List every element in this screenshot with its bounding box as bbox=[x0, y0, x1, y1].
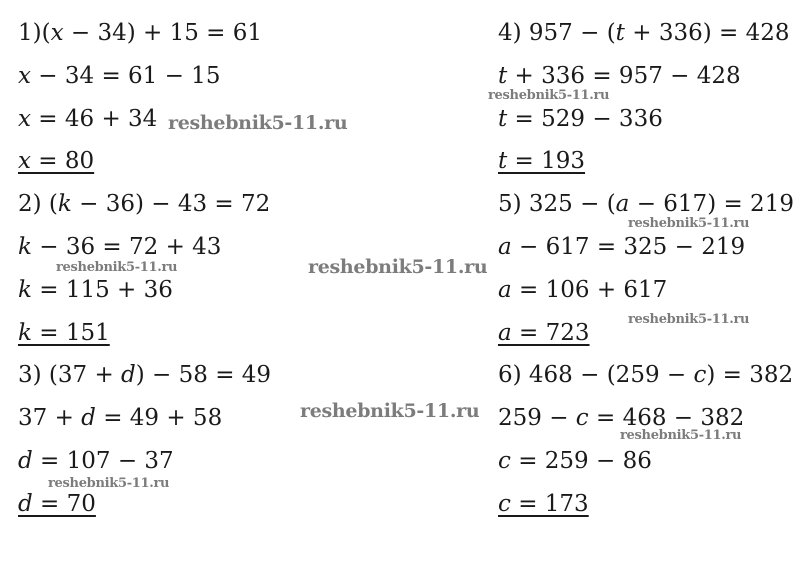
equation-text: 𝑎 = 106 + 617 bbox=[498, 276, 668, 303]
equation-line bbox=[498, 269, 794, 312]
watermark: reshebnik5-11.ru bbox=[168, 112, 348, 134]
equation-text: 𝑥 = 46 + 34 bbox=[18, 105, 158, 132]
watermark: reshebnik5-11.ru bbox=[488, 88, 610, 103]
answer-text: 𝑎 = 723 bbox=[498, 319, 590, 346]
watermark: reshebnik5-11.ru bbox=[628, 312, 750, 327]
equation-text: 1)(𝑥 − 34) + 15 = 61 bbox=[18, 20, 263, 46]
answer-text: 𝑐 = 173 bbox=[498, 490, 589, 517]
equation-text: 4) 957 − (𝑡 + 336) = 428 bbox=[498, 20, 790, 46]
equation-line bbox=[498, 354, 794, 397]
watermark: reshebnik5-11.ru bbox=[300, 400, 480, 422]
equation-line bbox=[498, 226, 794, 269]
equation-line bbox=[18, 354, 271, 397]
answer-text: 𝑡 = 193 bbox=[498, 148, 586, 175]
watermark: reshebnik5-11.ru bbox=[56, 260, 178, 275]
watermark: reshebnik5-11.ru bbox=[620, 428, 742, 443]
equation-line bbox=[18, 397, 271, 440]
watermark: reshebnik5-11.ru bbox=[48, 476, 170, 491]
equation-text: 259 − 𝑐 = 468 − 382 bbox=[498, 405, 745, 432]
watermark: reshebnik5-11.ru bbox=[628, 216, 750, 231]
equation-text: 𝑎 − 617 = 325 − 219 bbox=[498, 233, 746, 260]
equation-text: 𝑐 = 259 − 86 bbox=[498, 447, 652, 474]
equation-line bbox=[498, 440, 794, 483]
answer-line bbox=[498, 483, 794, 526]
equation-text: 5) 325 − (𝑎 − 617) = 219 bbox=[498, 191, 794, 218]
equation-text: 2) (𝑘 − 36) − 43 = 72 bbox=[18, 191, 271, 218]
equation-text: 𝑡 + 336 = 957 − 428 bbox=[498, 62, 741, 89]
watermark: reshebnik5-11.ru bbox=[308, 256, 488, 278]
equation-line bbox=[18, 183, 271, 226]
answer-text: 𝑥 = 80 bbox=[18, 148, 95, 175]
equation-text: 𝑑 = 107 − 37 bbox=[18, 447, 174, 474]
answer-line bbox=[498, 140, 794, 183]
equation-text: 𝑡 = 529 − 336 bbox=[498, 105, 663, 132]
equation-line bbox=[498, 98, 794, 141]
equation-text: 𝑥 − 34 = 61 − 15 bbox=[18, 62, 221, 89]
equation-line bbox=[18, 269, 271, 312]
equation-text: 𝑘 − 36 = 72 + 43 bbox=[18, 233, 222, 260]
answer-text: 𝑑 = 70 bbox=[18, 490, 96, 517]
answer-line bbox=[18, 312, 271, 355]
equation-text: 3) (37 + 𝑑) − 58 = 49 bbox=[18, 362, 272, 389]
equation-line bbox=[18, 55, 271, 98]
equation-text: 37 + 𝑑 = 49 + 58 bbox=[18, 405, 223, 432]
answer-line bbox=[18, 140, 271, 183]
equation-text: 𝑘 = 115 + 36 bbox=[18, 276, 173, 303]
answer-text: 𝑘 = 151 bbox=[18, 319, 110, 346]
equation-line bbox=[18, 12, 271, 55]
equation-line bbox=[498, 12, 794, 55]
equation-text: 6) 468 − (259 − 𝑐) = 382 bbox=[498, 362, 794, 389]
